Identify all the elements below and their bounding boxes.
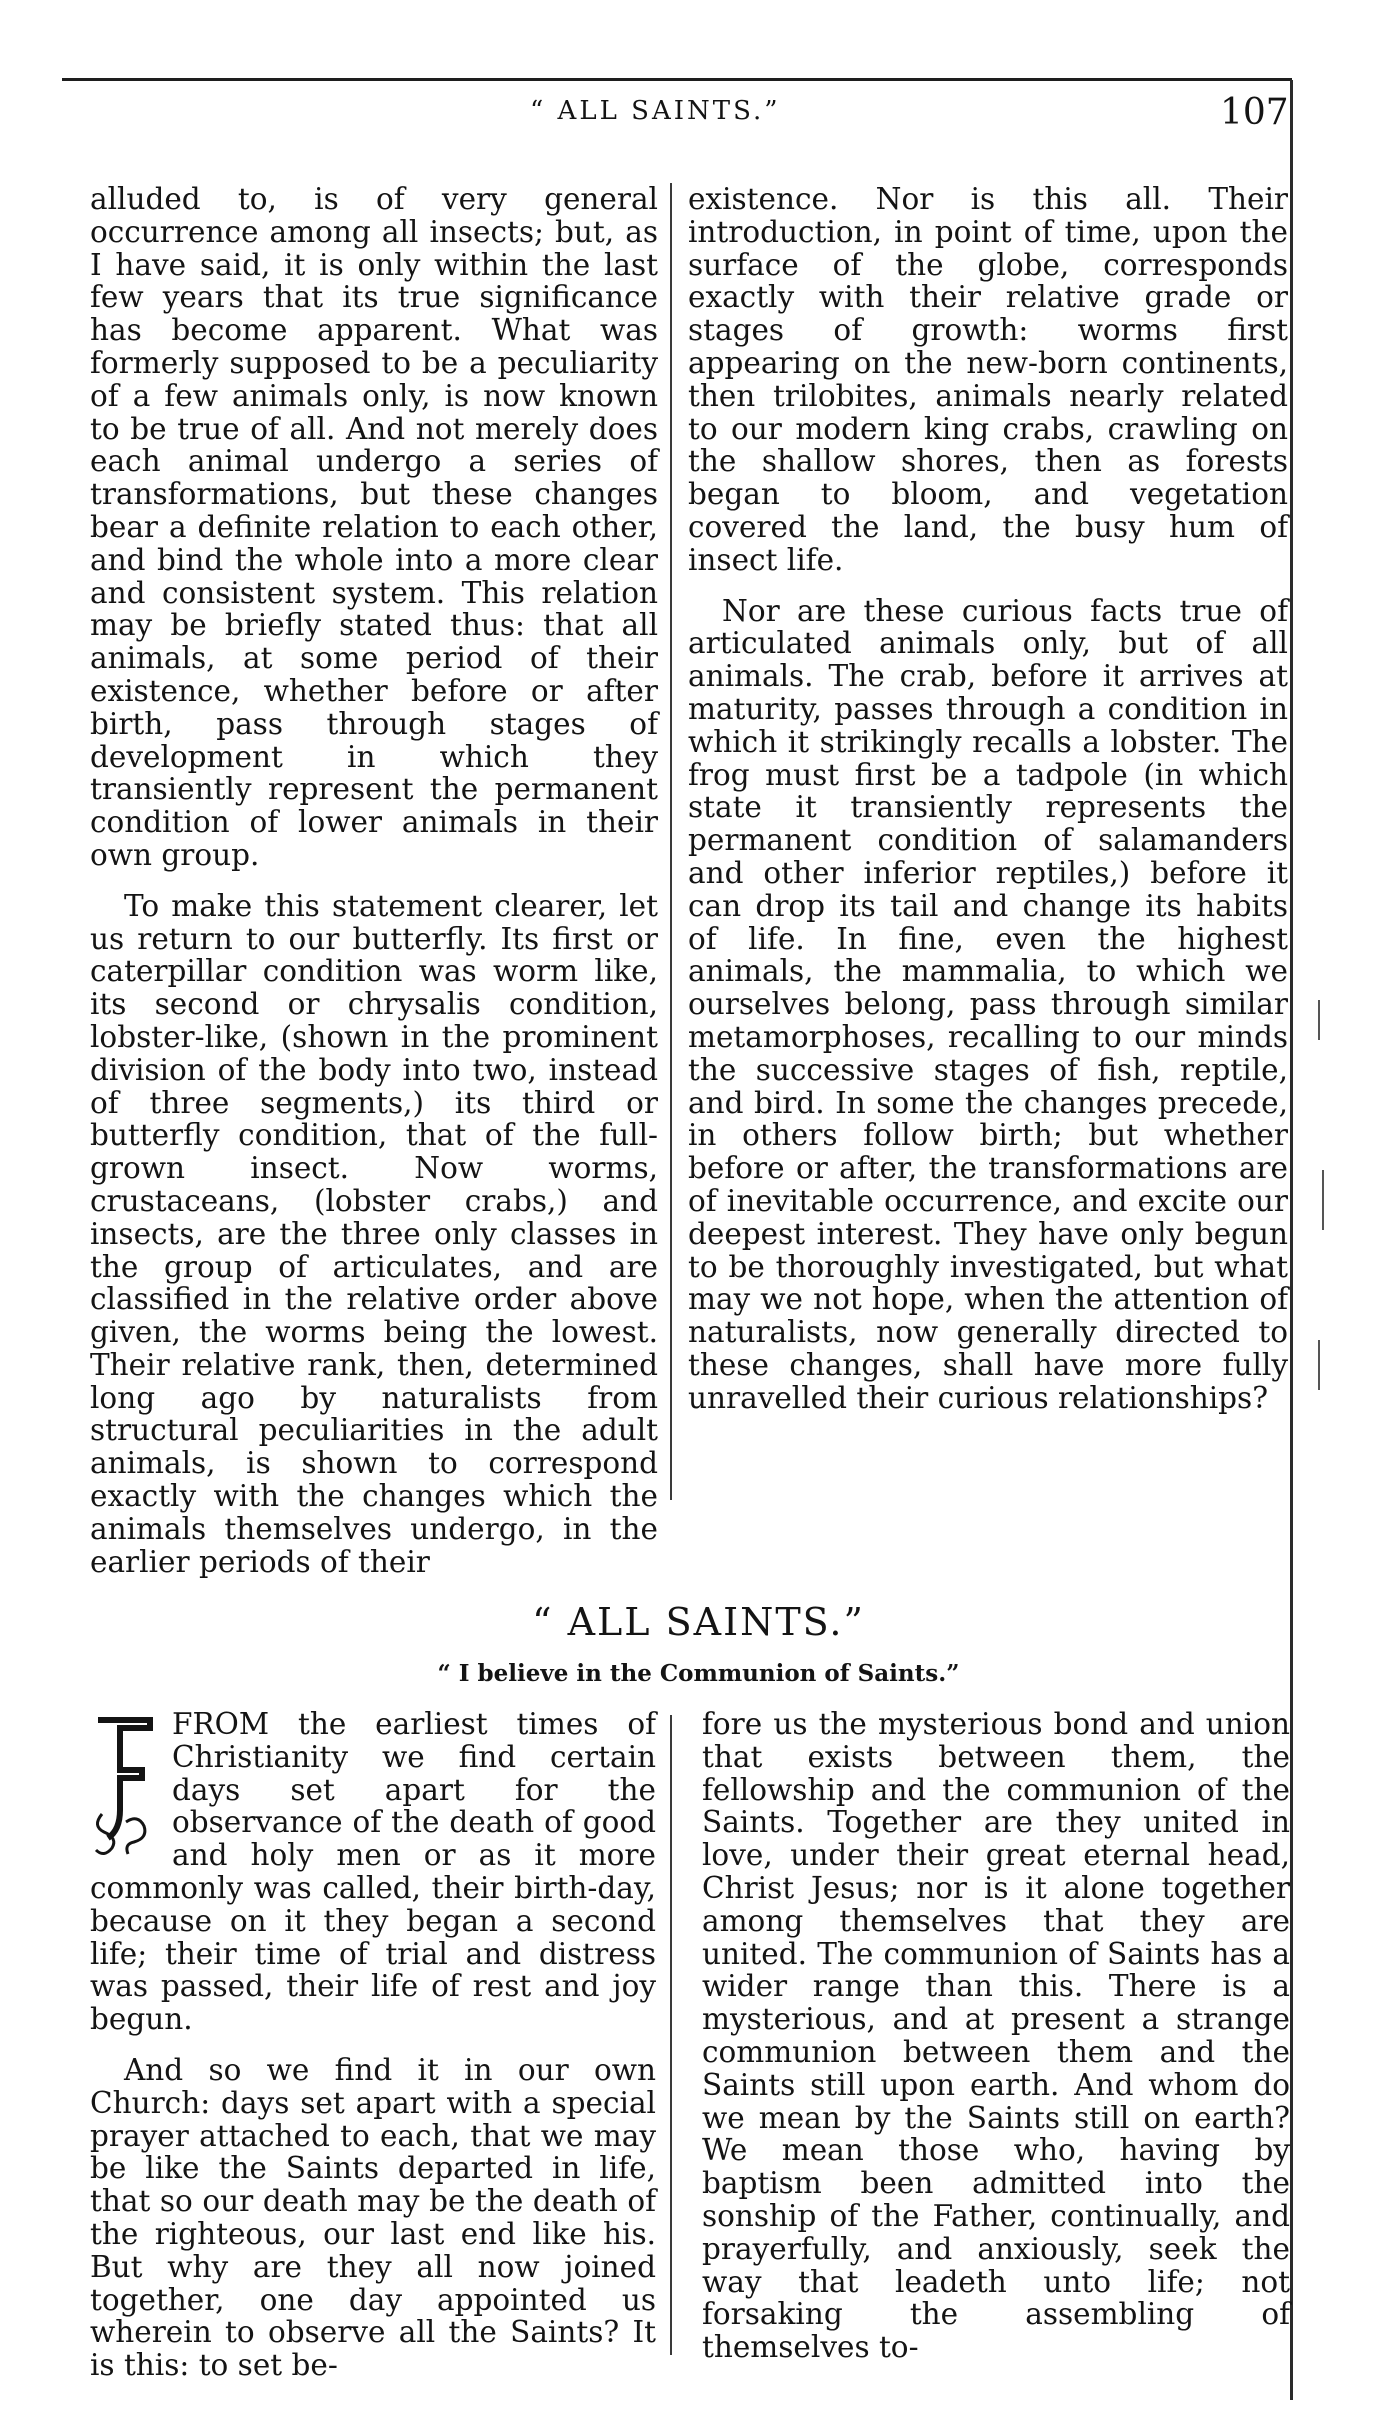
paragraph: existence. Nor is this all. Their introduction, in point of time, upon the surface of the globe, corresponds exactly with their relative grade or stages of growth: worms first appearing on the new-born continents, then trilobites, animals nearly related to our modern king crabs, crawling on the shallow shores, then as forests began to bloom, and vegetation covered the land, the busy hum of insect life. [688, 182, 1288, 577]
article2-column-left [90, 1708, 656, 2382]
running-head: “ ALL SAINTS.” [530, 96, 781, 126]
article-epigraph: “ I believe in the Communion of Saints.” [437, 1660, 960, 1687]
paragraph: To make this statement clearer, let us return to our butterfly. Its first or caterpillar condition was worm like, its second or chrysalis condition, lobster-like, (shown in the prominent division of the body into two, instead of three segments,) its third or butterfly condition, that of the full-grown insect. Now worms, crustaceans, (lobster crabs,) and insects, are the three only classes in the group of articulates, and are classified in the relative order above given, the worms being the lowest. Their relative rank, then, determined long ago by naturalists from structural peculiarities in the adult animals, is shown to correspond exactly with the changes which the animals themselves undergo, in the earlier periods of their [90, 888, 658, 1579]
paragraph: fore us the mysterious bond and union that exists between them, the fellowship and the communion of the Saints. Together are they united in love, under their great eternal head, Christ Jesus; nor is it alone together among themselves that they are united. The communion of Saints has a wider range than this. There is a mysterious, and at present a strange communion between them and the Saints still upon earth. And whom do we mean by the Saints still on earth? We mean those who, having by baptism been admitted into the sonship of the Father, continually, and prayerfully, and anxiously, seek the way that leadeth unto life; not forsaking the assembling of themselves to- [702, 1707, 1290, 2365]
article2-column-right [702, 1708, 1290, 2364]
article1-column-right [688, 183, 1288, 1414]
ornamental-dropcap-icon [90, 1710, 162, 1860]
page-number: 107 [1220, 92, 1289, 133]
paragraph: alluded to, is of very general occurrence among all insects; but, as I have said, it is only within the last few years that its true significance has become apparent. What was formerly supposed to be a peculiarity of a few animals only, is now known to be true of all. And not merely does each animal undergo a series of transformations, but these changes bear a definite relation to each other, and bind the whole into a more clear and consistent system. This relation may be briefly stated thus: that all animals, at some period of their existence, whether before or after birth, pass through stages of development in which they transiently represent the permanent condition of lower animals in their own group. [90, 182, 658, 872]
paragraph: FROM the earliest times of Christianity we find certain days set apart for the observance of the death of good and holy men or as it more commonly was called, their birth-day, because on it they began a second life; their time of trial and distress was passed, their life of rest and joy begun. [90, 1707, 656, 2037]
header-rule [62, 78, 1292, 81]
paragraph: Nor are these curious facts true of articulated animals only, but of all animals. The crab, before it arrives at maturity, passes through a condition in which it strikingly recalls a lobster. The frog must first be a tadpole (in which state it transiently represents the permanent condition of salamanders and other inferior reptiles,) before it can drop its tail and change its habits of life. In fine, even the highest animals, the mammalia, to which we ourselves belong, pass through similar metamorphoses, recalling to our minds the successive stages of fish, reptile, and bird. In some the changes precede, in others follow birth; but whether before or after, the transformations are of inevitable occurrence, and excite our deepest interest. They have only begun to be thoroughly investigated, but what may we not hope, when the attention of naturalists, now generally directed to these changes, shall have more fully unravelled their curious relationships? [688, 593, 1288, 1415]
margin-mark [1322, 1170, 1324, 1230]
margin-mark [1318, 1340, 1320, 1390]
column-divider [670, 1715, 672, 2355]
column-divider [670, 183, 672, 1500]
margin-mark [1318, 1000, 1320, 1040]
article-title: “ ALL SAINTS.” [532, 1600, 865, 1644]
right-margin-rule [1290, 80, 1293, 2400]
paragraph: And so we find it in our own Church: days set apart with a special prayer attached to each, that we may be like the Saints departed in life, that so our death may be the death of the righteous, our last end like his. But why are they all now joined together, one day appointed us wherein to observe all the Saints? It is this: to set be- [90, 2052, 656, 2383]
article1-column-left [90, 183, 658, 1578]
